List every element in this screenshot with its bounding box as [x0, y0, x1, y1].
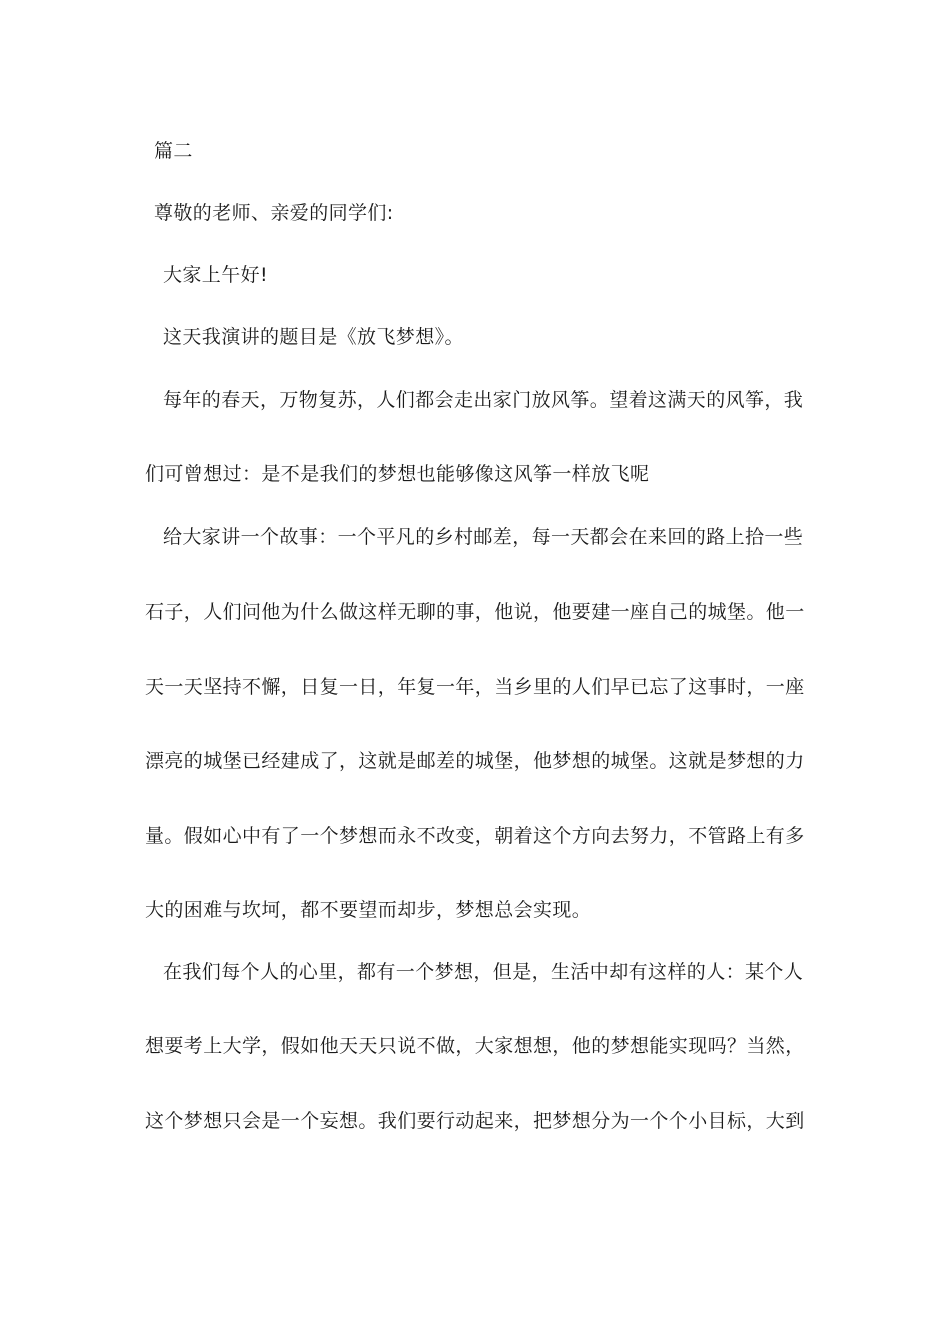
paragraph-line: 想要考上大学，假如他天天只说不做，大家想想，他的梦想能实现吗？当然， [145, 1035, 805, 1057]
paragraph-line: 们可曾想过：是不是我们的梦想也能够像这风筝一样放飞呢 [145, 463, 650, 485]
paragraph-line: 这个梦想只会是一个妄想。我们要行动起来，把梦想分为一个个小目标，大到 [145, 1110, 805, 1132]
paragraph-line: 石子，人们问他为什么做这样无聊的事，他说，他要建一座自己的城堡。他一 [145, 601, 805, 623]
paragraph-line: 天一天坚持不懈，日复一日，年复一年，当乡里的人们早已忘了这事时，一座 [145, 676, 805, 698]
section-heading: 篇二 [154, 140, 193, 162]
paragraph-line: 大的困难与坎坷，都不要望而却步，梦想总会实现。 [145, 899, 592, 921]
speech-topic: 这天我演讲的题目是《放飞梦想》。 [163, 326, 464, 348]
salutation: 尊敬的老师、亲爱的同学们: [154, 202, 394, 224]
greeting: 大家上午好! [163, 264, 269, 286]
paragraph-line: 给大家讲一个故事：一个平凡的乡村邮差，每一天都会在来回的路上拾一些 [163, 526, 804, 548]
paragraph-line: 量。假如心中有了一个梦想而永不改变，朝着这个方向去努力，不管路上有多 [145, 825, 805, 847]
paragraph-line: 每年的春天，万物复苏，人们都会走出家门放风筝。望着这满天的风筝，我 [163, 389, 804, 411]
paragraph-line: 漂亮的城堡已经建成了，这就是邮差的城堡，他梦想的城堡。这就是梦想的力 [145, 750, 805, 772]
paragraph-line: 在我们每个人的心里，都有一个梦想，但是，生活中却有这样的人：某个人 [163, 961, 804, 983]
